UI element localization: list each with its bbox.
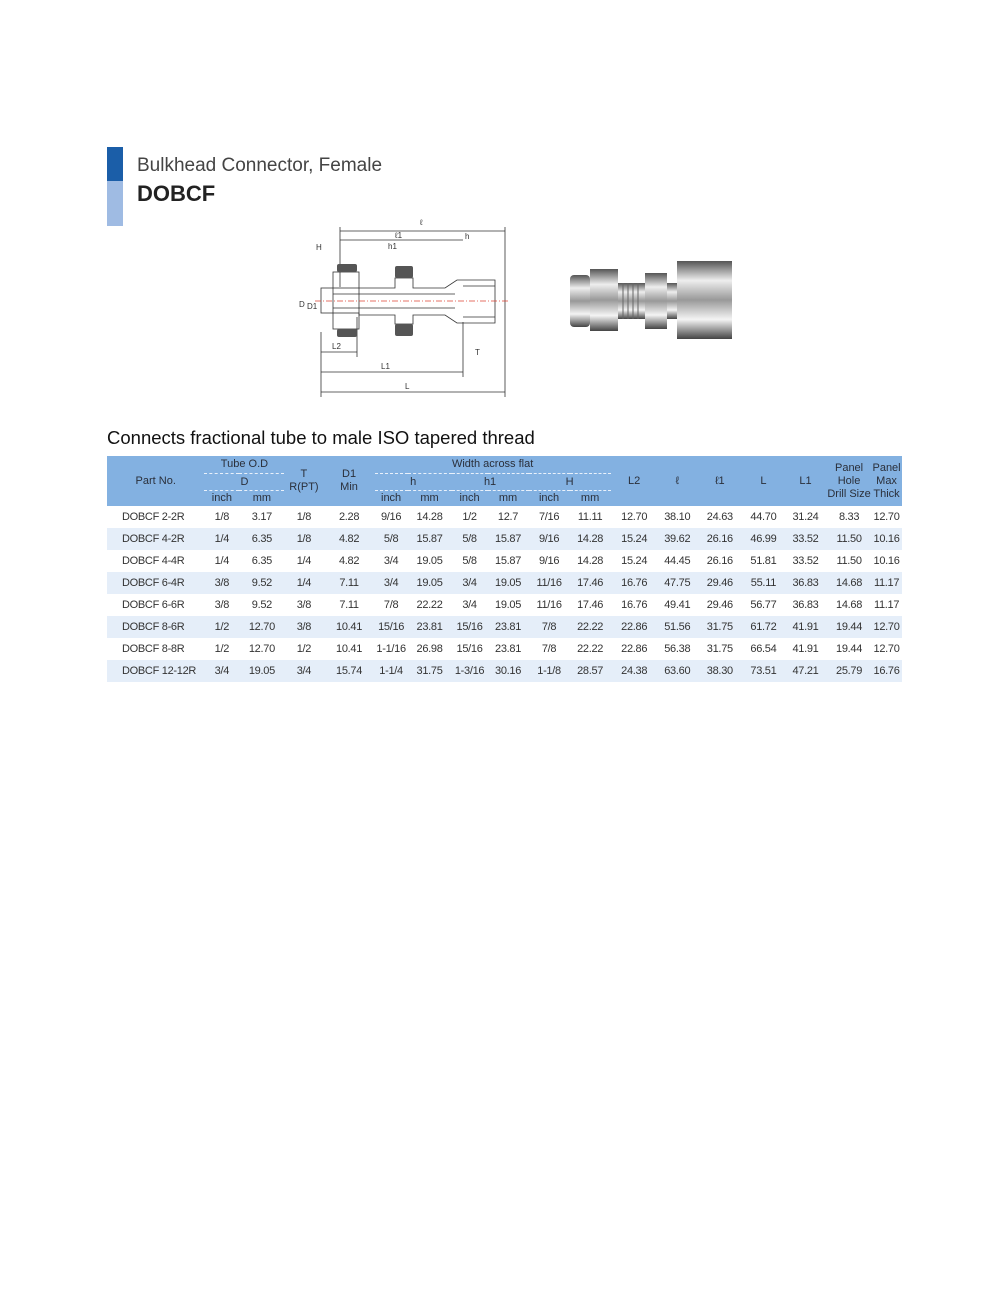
table-cell: 1-1/8 — [529, 660, 570, 682]
section-heading: Connects fractional tube to male ISO tapered thread — [107, 427, 535, 448]
dim-label-h1: h1 — [388, 242, 397, 251]
table-cell: 31.75 — [697, 616, 743, 638]
table-row — [107, 594, 902, 616]
part-number-cell: DOBCF 12-12R — [107, 660, 204, 682]
col-h1: h1 — [452, 474, 529, 491]
table-cell: 22.86 — [611, 616, 658, 638]
table-cell: 14.28 — [416, 511, 443, 523]
table-cell: 31.24 — [792, 511, 819, 523]
col-H: H — [529, 474, 611, 491]
table-cell: 11.50 — [836, 555, 862, 567]
table-cell: 15/16 — [452, 616, 488, 638]
title-accent-bar-dark — [107, 147, 123, 181]
table-cell: 19.05 — [488, 572, 529, 594]
table-cell: 22.22 — [416, 599, 443, 611]
table-row — [107, 660, 902, 682]
table-cell: 33.52 — [792, 555, 819, 567]
table-cell: 9.52 — [251, 599, 272, 611]
table-cell: 1/2 — [214, 643, 230, 655]
table-cell: 1/4 — [204, 528, 239, 550]
table-cell: 23.81 — [408, 616, 452, 638]
table-cell: 1/8 — [284, 528, 323, 550]
table-cell: 1/2 — [204, 616, 239, 638]
part-number-cell: DOBCF 8-6R — [107, 616, 204, 638]
table-cell: 17.46 — [570, 572, 611, 594]
product-code-title: DOBCF — [137, 181, 216, 206]
table-row — [107, 550, 902, 572]
table-cell: 15/16 — [375, 616, 408, 638]
table-cell: 73.51 — [743, 660, 784, 682]
table-cell: 15/16 — [456, 643, 483, 655]
table-cell: 41.91 — [784, 616, 827, 638]
table-cell: 31.75 — [408, 660, 452, 682]
table-cell: 1/8 — [214, 511, 230, 523]
table-cell: 14.68 — [836, 599, 863, 611]
table-cell: 26.98 — [416, 643, 443, 655]
table-cell: 11/16 — [529, 572, 570, 594]
table-cell: 3/4 — [284, 660, 323, 682]
table-cell: 39.62 — [658, 528, 697, 550]
table-cell: 5/8 — [462, 555, 477, 567]
table-cell: 36.83 — [792, 599, 819, 611]
table-cell: 7.11 — [323, 572, 374, 594]
table-cell: 12.70 — [621, 511, 648, 523]
table-cell: 11.50 — [827, 528, 871, 550]
table-row — [107, 572, 902, 594]
dim-label-D: D — [299, 300, 305, 309]
dim-label-H: H — [316, 243, 322, 252]
dim-label-L: L — [405, 382, 410, 391]
part-number-cell: DOBCF 8-8R — [122, 643, 185, 655]
table-cell: 26.16 — [706, 555, 733, 567]
table-cell: 10.16 — [871, 528, 902, 550]
table-cell: 1/4 — [214, 555, 230, 567]
col-h-inch: inch — [375, 491, 408, 507]
dim-label-l: ℓ — [420, 218, 423, 227]
table-cell: 3/8 — [296, 599, 312, 611]
table-cell: 9/16 — [380, 511, 402, 523]
col-width-across-flat: Width across flat — [375, 456, 611, 474]
table-cell: 28.57 — [570, 660, 611, 682]
table-cell: 12.70 — [239, 616, 284, 638]
table-cell: 61.72 — [743, 616, 784, 638]
part-number-cell: DOBCF 2-2R — [122, 511, 185, 523]
table-cell: 7.11 — [339, 599, 359, 611]
table-cell: 12.70 — [248, 643, 275, 655]
table-cell: 63.60 — [658, 660, 697, 682]
col-d-mm: mm — [239, 491, 284, 507]
table-cell: 38.10 — [664, 511, 691, 523]
col-t: T R(PT) — [284, 456, 323, 506]
table-cell: 3/8 — [284, 616, 323, 638]
table-cell: 5/8 — [375, 528, 408, 550]
col-panel-max: Panel Max Thick — [871, 456, 902, 506]
dim-label-D1: D1 — [307, 302, 318, 311]
table-cell: 16.76 — [611, 572, 658, 594]
table-cell: 23.81 — [495, 643, 522, 655]
table-cell: 1-1/4 — [375, 660, 408, 682]
technical-drawing — [295, 212, 525, 402]
dim-label-l1: ℓ1 — [395, 231, 403, 240]
col-l2: L2 — [611, 456, 658, 506]
table-cell: 3/4 — [375, 572, 408, 594]
table-cell: 24.38 — [611, 660, 658, 682]
table-cell: 1/4 — [284, 572, 323, 594]
table-cell: 1-3/16 — [452, 660, 488, 682]
table-cell: 8.33 — [838, 511, 860, 523]
table-cell: 47.75 — [658, 572, 697, 594]
table-row — [107, 638, 902, 660]
part-number-cell: DOBCF 4-2R — [107, 528, 204, 550]
table-cell: 11.17 — [871, 572, 902, 594]
col-l: ℓ — [658, 456, 697, 506]
table-cell: 3.17 — [251, 511, 272, 523]
col-l1: ℓ1 — [697, 456, 743, 506]
table-cell: 3/8 — [204, 572, 239, 594]
col-panel-hole: Panel Hole Drill Size — [827, 456, 871, 506]
table-cell: 11/16 — [536, 599, 562, 611]
table-cell: 31.75 — [706, 643, 733, 655]
col-d-inch: inch — [204, 491, 239, 507]
col-h1-inch: inch — [452, 491, 488, 507]
table-cell: 9/16 — [538, 555, 560, 567]
col-H-inch: inch — [529, 491, 570, 507]
spec-table-body — [107, 506, 902, 682]
table-cell: 41.91 — [792, 643, 819, 655]
table-cell: 9/16 — [529, 528, 570, 550]
table-cell: 6.35 — [239, 528, 284, 550]
table-cell: 7/8 — [541, 643, 557, 655]
table-cell: 1-1/16 — [376, 643, 406, 655]
table-cell: 7/16 — [538, 511, 560, 523]
col-h: h — [375, 474, 452, 491]
table-cell: 1/2 — [462, 511, 477, 523]
part-number-cell: DOBCF 4-4R — [122, 555, 185, 567]
table-cell: 11.11 — [577, 511, 603, 523]
table-cell: 3/4 — [452, 572, 488, 594]
table-cell: 16.76 — [621, 599, 648, 611]
table-cell: 14.68 — [827, 572, 871, 594]
table-cell: 51.56 — [658, 616, 697, 638]
table-cell: 49.41 — [664, 599, 691, 611]
table-cell: 1/8 — [296, 511, 312, 523]
table-cell: 33.52 — [784, 528, 827, 550]
table-cell: 19.05 — [408, 572, 452, 594]
table-row — [107, 528, 902, 550]
dim-label-L1: L1 — [381, 362, 390, 371]
table-cell: 12.70 — [871, 616, 902, 638]
table-cell: 14.28 — [570, 528, 611, 550]
table-cell: 17.46 — [577, 599, 604, 611]
table-cell: 36.83 — [784, 572, 827, 594]
table-cell: 55.11 — [743, 572, 784, 594]
table-cell: 15.87 — [488, 528, 529, 550]
table-cell: 56.77 — [750, 599, 777, 611]
table-cell: 11.17 — [873, 599, 900, 611]
part-number-cell: DOBCF 6-4R — [107, 572, 204, 594]
table-cell: 3/4 — [462, 599, 477, 611]
table-cell: 26.16 — [697, 528, 743, 550]
table-cell: 6.35 — [251, 555, 272, 567]
dim-label-L2: L2 — [332, 342, 341, 351]
col-h-mm: mm — [408, 491, 452, 507]
col-H-mm: mm — [570, 491, 611, 507]
col-tube-od: Tube O.D — [204, 456, 284, 474]
table-cell: 44.45 — [664, 555, 691, 567]
table-cell: 56.38 — [664, 643, 691, 655]
dim-label-T: T — [475, 348, 480, 357]
table-cell: 23.81 — [488, 616, 529, 638]
table-cell: 19.05 — [495, 599, 522, 611]
table-row — [107, 616, 902, 638]
col-d1: D1 Min — [323, 456, 374, 506]
col-h1-mm: mm — [488, 491, 529, 507]
table-cell: 9.52 — [239, 572, 284, 594]
col-d: D — [204, 474, 284, 491]
table-cell: 12.70 — [873, 643, 900, 655]
table-cell: 15.87 — [495, 555, 522, 567]
table-cell: 66.54 — [750, 643, 777, 655]
table-cell: 51.81 — [750, 555, 777, 567]
table-cell: 19.05 — [416, 555, 443, 567]
table-cell: 16.76 — [871, 660, 902, 682]
table-cell: 3/4 — [383, 555, 399, 567]
table-cell: 15.87 — [408, 528, 452, 550]
table-cell: 22.22 — [577, 643, 604, 655]
product-subtitle: Bulkhead Connector, Female — [137, 155, 383, 176]
table-cell: 44.70 — [750, 511, 777, 523]
table-cell: 47.21 — [784, 660, 827, 682]
col-L: L — [743, 456, 784, 506]
title-accent-bar-light — [107, 181, 123, 226]
table-cell: 46.99 — [743, 528, 784, 550]
table-row — [107, 506, 902, 528]
table-cell: 3/4 — [204, 660, 239, 682]
table-cell: 3/8 — [214, 599, 230, 611]
table-cell: 29.46 — [697, 572, 743, 594]
table-cell: 24.63 — [706, 511, 733, 523]
table-cell: 2.28 — [338, 511, 360, 523]
table-cell: 25.79 — [827, 660, 871, 682]
table-cell: 19.44 — [827, 616, 871, 638]
table-cell: 7/8 — [529, 616, 570, 638]
product-photo — [565, 253, 745, 343]
table-cell: 12.7 — [497, 511, 519, 523]
table-cell: 1/4 — [296, 555, 312, 567]
table-cell: 15.74 — [323, 660, 374, 682]
table-cell: 4.82 — [338, 555, 360, 567]
spec-table — [107, 456, 902, 682]
table-cell: 7/8 — [383, 599, 399, 611]
table-cell: 22.86 — [621, 643, 648, 655]
table-cell: 10.16 — [873, 555, 900, 567]
table-cell: 10.41 — [323, 616, 374, 638]
table-cell: 19.05 — [239, 660, 284, 682]
col-part-no: Part No. — [107, 456, 204, 506]
part-number-cell: DOBCF 6-6R — [122, 599, 185, 611]
col-L1: L1 — [784, 456, 827, 506]
table-cell: 15.24 — [611, 528, 658, 550]
table-cell: 19.44 — [836, 643, 863, 655]
table-cell: 38.30 — [697, 660, 743, 682]
table-cell: 1/2 — [296, 643, 312, 655]
table-cell: 4.82 — [323, 528, 374, 550]
table-cell: 15.24 — [621, 555, 648, 567]
table-cell: 5/8 — [452, 528, 488, 550]
table-cell: 30.16 — [488, 660, 529, 682]
table-cell: 10.41 — [336, 643, 363, 655]
table-cell: 14.28 — [577, 555, 604, 567]
table-cell: 29.46 — [706, 599, 733, 611]
table-cell: 12.70 — [873, 511, 900, 523]
dim-label-h: h — [465, 232, 470, 241]
table-cell: 22.22 — [570, 616, 611, 638]
